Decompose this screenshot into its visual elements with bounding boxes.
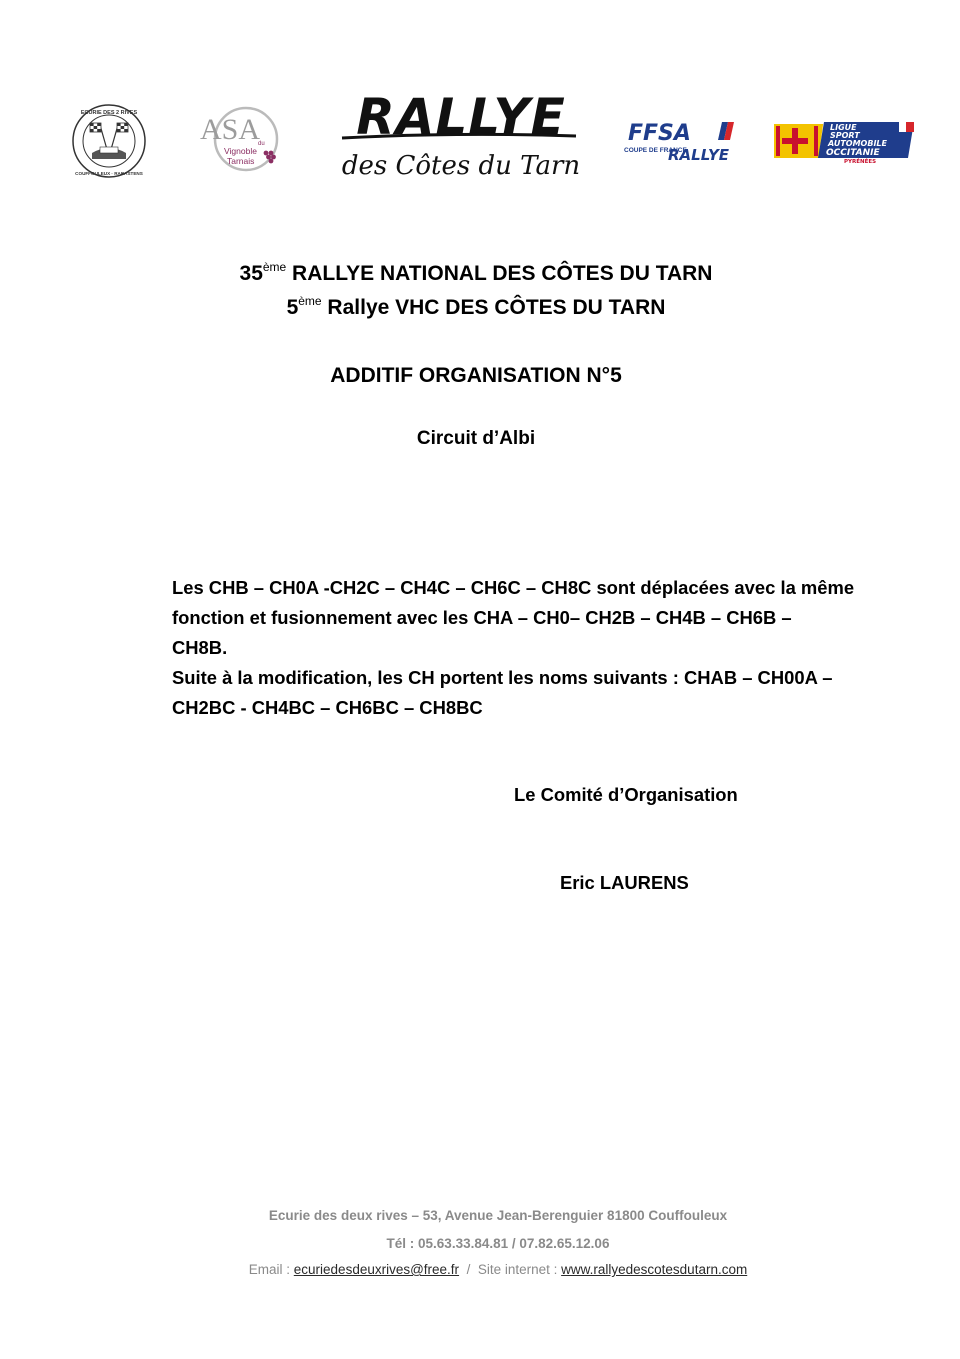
ligue-l2-text: SPORT bbox=[830, 131, 860, 140]
ligue-l5-text: PYRÉNÉES bbox=[844, 159, 877, 164]
footer-contact bbox=[0, 1262, 960, 1277]
footer-phone: Tél : 05.63.33.84.81 / 07.82.65.12.06 bbox=[386, 1236, 610, 1251]
edition-number: 35 bbox=[239, 262, 263, 285]
event-name: RALLYE NATIONAL DES CÔTES DU TARN bbox=[286, 262, 713, 285]
signature-committee: Le Comité d’Organisation bbox=[514, 784, 738, 805]
rallye-des-cotes-du-tarn-logo bbox=[338, 86, 584, 186]
email-link[interactable]: ecuriedesdeuxrives@free.fr bbox=[293, 1262, 460, 1277]
ffsa-rallye-text: RALLYE bbox=[668, 146, 730, 164]
edition-suffix: ème bbox=[262, 260, 287, 274]
email-label: Email : bbox=[248, 1262, 294, 1277]
paragraph-line: CH2BC - CH4BC – CH6BC – CH8BC bbox=[172, 697, 483, 718]
asa-du-text: du bbox=[258, 141, 265, 147]
ecurie-logo-bottom-text: COUFFOULEUX · RABASTENS bbox=[75, 171, 143, 176]
ligue-l1-text: LIGUE bbox=[830, 123, 857, 132]
asa-line2-text: Tarnais bbox=[227, 156, 255, 166]
ligue-sport-automobile-occitanie-logo bbox=[774, 118, 918, 164]
asa-vignoble-tarnais-logo bbox=[194, 103, 280, 173]
vhc-edition-number: 5 bbox=[286, 296, 299, 319]
footer-address: Ecurie des deux rives – 53, Avenue Jean-Berenguier 81800 Couffouleux bbox=[268, 1208, 728, 1223]
document-title: ADDITIF ORGANISATION N°5 bbox=[330, 364, 622, 387]
asa-line1-text: Vignoble bbox=[224, 146, 257, 156]
event-title-vhc bbox=[0, 296, 952, 320]
paragraph-line: Les CHB – CH0A -CH2C – CH4C – CH6C – CH8C sont déplacées avec la même bbox=[172, 577, 855, 598]
french-flag-swoosh-icon bbox=[718, 122, 734, 140]
body-text bbox=[172, 573, 892, 723]
event-title-national bbox=[0, 262, 952, 286]
ecurie-des-2-rives-logo bbox=[70, 103, 148, 179]
paragraph-line: fonction et fusionnement avec les CHA – CH0– CH2B – CH4B – CH6B – bbox=[172, 607, 792, 628]
footer-separator: / bbox=[459, 1262, 478, 1277]
rallye-logo-title: RALLYE bbox=[356, 88, 566, 146]
ligue-l3-text: AUTOMOBILE bbox=[828, 139, 887, 148]
signature-name: Eric LAURENS bbox=[560, 872, 689, 893]
vhc-edition-suffix: ème bbox=[298, 294, 322, 308]
ffsa-coupe-de-france-rallye-logo bbox=[622, 118, 738, 166]
website-link[interactable]: www.rallyedescotesdutarn.com bbox=[561, 1262, 748, 1277]
ecurie-logo-top-text: ECURIE DES 2 RIVES bbox=[80, 110, 138, 116]
asa-letters: ASA bbox=[200, 113, 261, 146]
rallye-logo-subtitle: des Côtes du Tarn bbox=[341, 151, 581, 181]
document-subtitle: Circuit d’Albi bbox=[416, 428, 536, 449]
paragraph-line: Suite à la modification, les CH portent les noms suivants : CHAB – CH00A – bbox=[172, 667, 833, 688]
paragraph-line: CH8B. bbox=[172, 637, 228, 658]
ffsa-name-text: FFSA bbox=[628, 121, 691, 146]
ffsa-coupe-text: COUPE DE FRANCE bbox=[624, 147, 687, 154]
ligue-l4-text: OCCITANIE bbox=[826, 148, 880, 158]
site-label: Site internet : bbox=[477, 1262, 562, 1277]
vhc-event-name: Rallye VHC DES CÔTES DU TARN bbox=[321, 296, 666, 319]
